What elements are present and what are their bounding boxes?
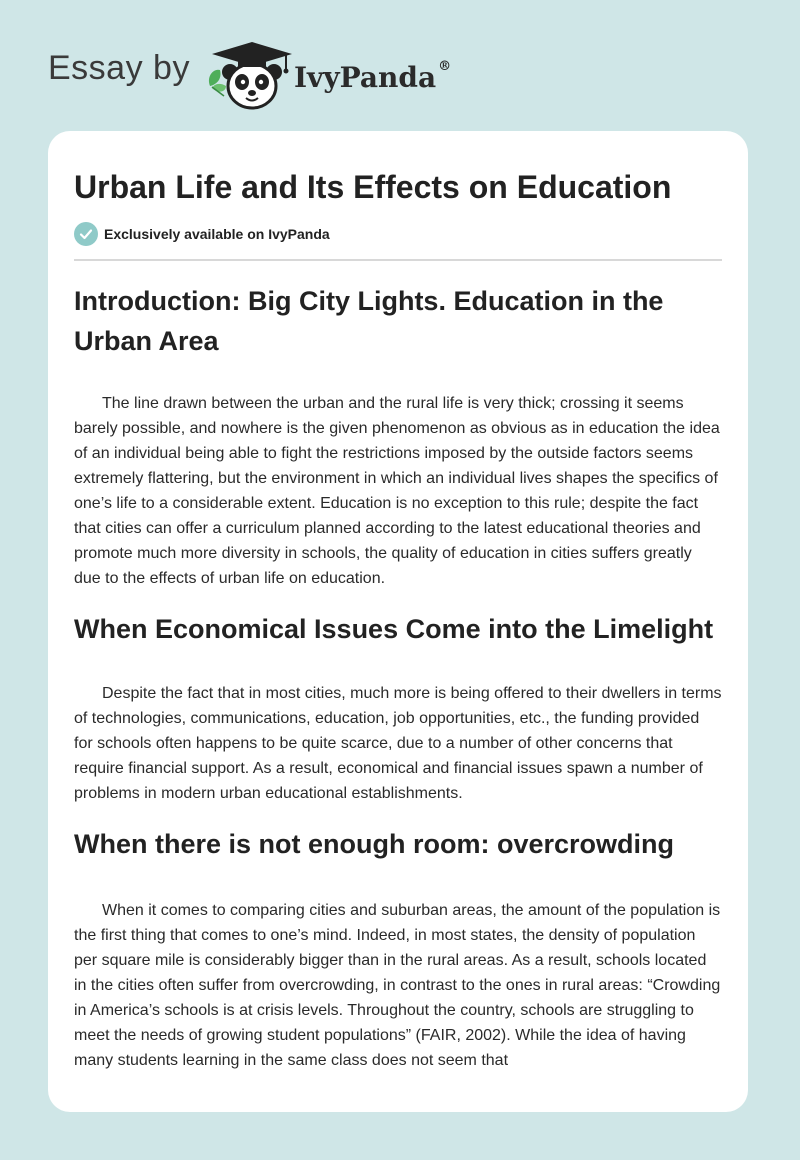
section-heading-overcrowding: When there is not enough room: overcrowding xyxy=(74,829,675,859)
section-heading-introduction: Introduction: Big City Lights. Education in the Urban Area xyxy=(74,286,664,356)
essay-card xyxy=(48,131,748,1112)
exclusive-label: Exclusively available on IvyPanda xyxy=(104,226,330,242)
divider xyxy=(74,259,722,261)
section-heading-economical-issues: When Economical Issues Come into the Limelight xyxy=(74,614,714,644)
essay-title: Urban Life and Its Effects on Education xyxy=(74,169,672,205)
section-paragraph-economical-issues: Despite the fact that in most cities, much more is being offered to their dwellers in terms of technologies, communications, education, job opportunities, etc., the funding provided for schools often happens to be quite scarce, due to a number of other concerns that require financial support. As a result, economical and financial issues spawn a number of problems in modern urban educational establishments. xyxy=(74,685,722,802)
section-paragraph-introduction: The line drawn between the urban and the rural life is very thick; crossing it seems barely possible, and nowhere is the given phenomenon as obvious as in education the idea of an individual being able to fight the restrictions imposed by the outside factors seems extremely flattering, but the environment in which an individual lives shapes the specifics of one’s life to a considerable extent. Education is no exception to this rule; despite the fact that cities can offer a curriculum planned according to the latest educational theories and promote much more diversity in schools, the quality of education in cities suffers greatly due to the effects of urban life on education. xyxy=(74,395,720,587)
section-paragraph-overcrowding: When it comes to comparing cities and suburban areas, the amount of the population is the first thing that comes to one’s mind. Indeed, in most states, the density of population per square mile is considerably bigger than in the rural areas. As a result, schools located in the cities often suffer from overcrowding, in contrast to the ones in rural areas: “Crowding in America’s schools is at crisis levels. Throughout the country, schools are struggling to meet the needs of growing student populations” (FAIR, 2002). While the idea of having many students learning in the same class does not seem that xyxy=(74,902,721,1069)
registered-mark: ® xyxy=(438,58,452,74)
brand-prefix: Essay by xyxy=(48,48,190,87)
brand-name-text: IvyPanda xyxy=(293,60,437,94)
panda-graduate-logo-icon[interactable] xyxy=(204,36,300,112)
exclusive-badge xyxy=(74,221,722,247)
check-icon xyxy=(74,222,98,246)
site-header xyxy=(48,36,451,112)
brand-name[interactable] xyxy=(293,58,452,94)
